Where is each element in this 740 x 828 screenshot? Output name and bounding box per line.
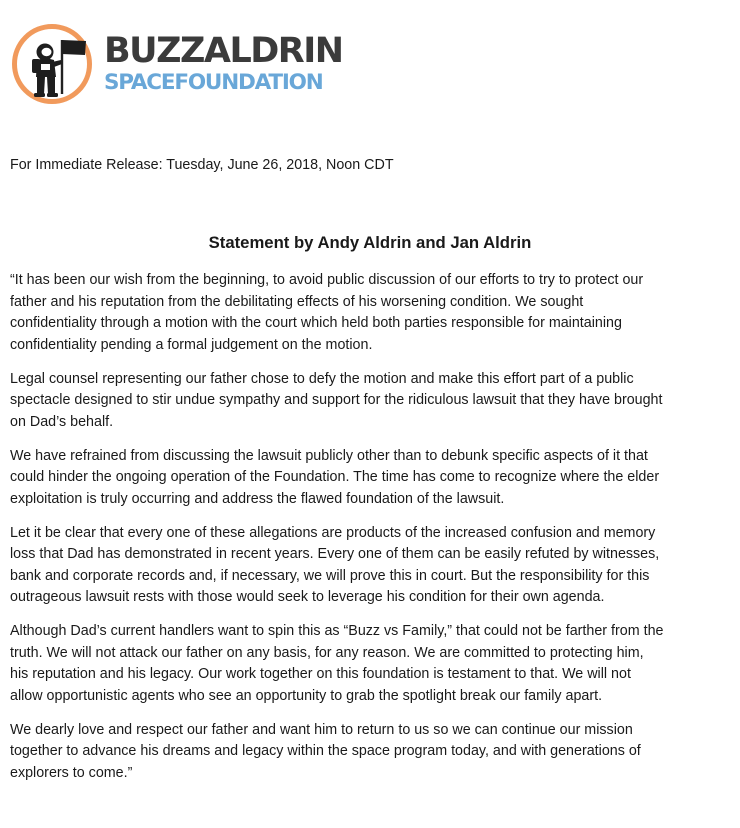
text-line: explorers to come.”	[10, 764, 133, 781]
text-line: exploitation is truly occurring and address the flawed foundation of the lawsuit.	[10, 490, 505, 507]
text-line: could hinder the ongoing operation of the Foundation. The time has come to recognize where the elder	[10, 469, 660, 485]
release-date-line: For Immediate Release: Tuesday, June 26, 2018, Noon CDT	[10, 157, 394, 173]
text-line: Legal counsel representing our father chose to defy the motion and make this effort part of a public	[10, 370, 634, 387]
paragraph	[10, 720, 740, 785]
paragraph	[10, 369, 740, 434]
text-line: “It has been our wish from the beginning, to avoid public discussion of our efforts to try to protect our	[10, 272, 644, 288]
text-line: truth. We will not attack our father on any basis, for any reason. We are committed to protecting him,	[10, 644, 644, 661]
paragraph	[10, 270, 740, 356]
text-line: We dearly love and respect our father and want him to return to us so we can continue our mission	[10, 721, 633, 738]
text-line: Although Dad’s current handlers want to spin this as “Buzz vs Family,” that could not be farther from the	[10, 623, 664, 639]
astronaut-logo-icon	[10, 22, 94, 106]
text-line: We have refrained from discussing the lawsuit publicly other than to debunk specific aspects of it that	[10, 447, 648, 464]
text-line: together to advance his dreams and legacy within the space program today, and with generations of	[10, 743, 641, 759]
paragraph	[10, 621, 740, 707]
logo-wordmark	[104, 31, 343, 95]
text-line: father and his reputation from the debilitating effects of his worsening condition. We sought	[10, 293, 584, 310]
text-line: allow opportunistic agents who see an opportunity to grab the spotlight break our family apart.	[10, 687, 603, 704]
logo-subtitle: SPACEFOUNDATION	[104, 70, 323, 95]
text-line: outrageous lawsuit rests with those would seek to leverage his condition for their own agenda.	[10, 589, 605, 605]
text-line: his reputation and his legacy. Our work together on this foundation is testament to that. We will not	[10, 666, 631, 682]
statement-title: Statement by Andy Aldrin and Jan Aldrin	[208, 233, 532, 252]
text-line: Let it be clear that every one of these allegations are products of the increased confusion and memory	[10, 524, 656, 541]
letterhead	[10, 22, 410, 106]
text-line: confidentiality pending a formal judgement on the motion.	[10, 336, 373, 353]
statement-body	[10, 270, 740, 797]
text-line: bank and corporate records and, if necessary, we will prove this in court. But the responsibility for this	[10, 567, 650, 584]
text-line: on Dad’s behalf.	[10, 413, 114, 430]
paragraph	[10, 523, 740, 609]
logo-title: BUZZALDRIN	[104, 31, 343, 71]
paragraph	[10, 446, 740, 511]
text-line: spectacle designed to stir undue sympathy and support for the ridiculous lawsuit that they have brought	[10, 392, 663, 408]
text-line: loss that Dad has demonstrated in recent years. Every one of them can be easily refuted by witnesses,	[10, 546, 660, 562]
text-line: confidentiality through a motion with the court which held both parties responsible for maintaining	[10, 315, 622, 331]
